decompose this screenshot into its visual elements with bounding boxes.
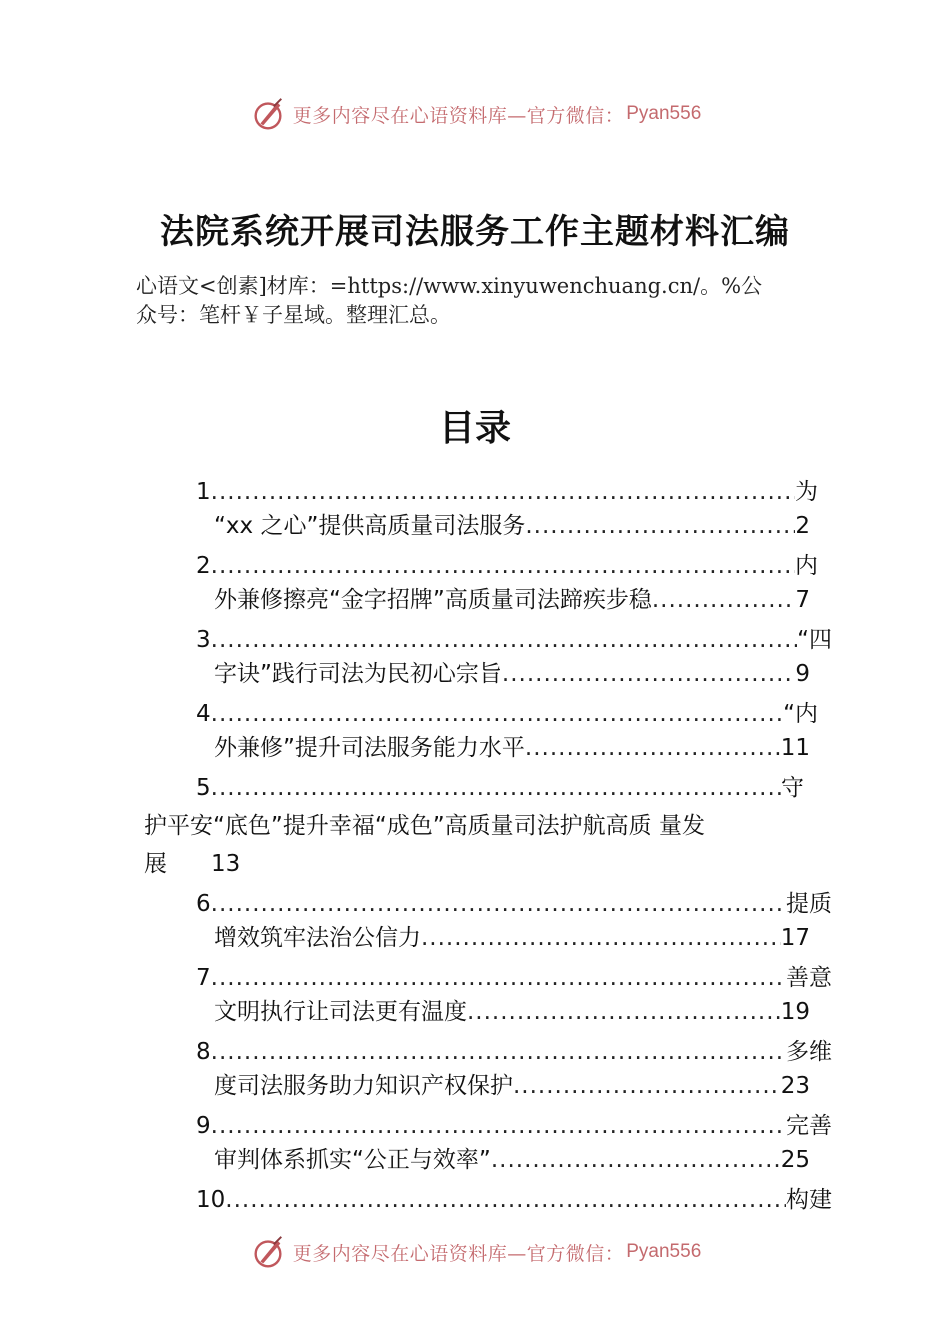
toc-entry-number: 8 xyxy=(196,1039,211,1065)
toc-leader-dots xyxy=(491,1144,781,1176)
toc-entry-number: 3 xyxy=(196,627,211,653)
toc-entry-page: 23 xyxy=(780,1073,810,1099)
toc-entry-6-line-2[interactable] xyxy=(214,922,810,954)
quill-logo-icon xyxy=(249,1233,287,1271)
toc-entry-text: 增效筑牢法治公信力 xyxy=(214,925,421,951)
footer-watermark-banner xyxy=(0,1232,950,1272)
toc-entry-head: 提质 xyxy=(786,891,832,917)
toc-entry-text: 审判体系抓实“公正与效率” xyxy=(214,1147,491,1173)
toc-entry-head: 善意 xyxy=(786,965,832,991)
toc-entry-page: 2 xyxy=(795,513,810,539)
toc-entry-5-line-3[interactable] xyxy=(144,848,240,880)
toc-leader-dots xyxy=(513,1070,781,1102)
toc-leader-dots xyxy=(211,888,786,920)
toc-entry-head: 构建 xyxy=(786,1187,832,1213)
toc-leader-dots xyxy=(652,584,796,616)
toc-entry-head: “四 xyxy=(797,627,832,653)
toc-entry-number: 10 xyxy=(196,1187,226,1213)
toc-entry-8-line-1[interactable] xyxy=(196,1036,832,1068)
toc-entry-9-line-1[interactable] xyxy=(196,1110,832,1142)
toc-entry-text: 外兼修擦亮“金字招牌”高质量司法蹄疾步稳 xyxy=(214,587,652,613)
toc-entry-page: 9 xyxy=(795,661,810,687)
toc-entry-page: 11 xyxy=(780,735,810,761)
toc-entry-page: 13 xyxy=(211,851,241,877)
toc-entry-4-line-2[interactable] xyxy=(214,732,810,764)
toc-entry-text: 外兼修”提升司法服务能力水平 xyxy=(214,735,525,761)
toc-entry-text: 度司法服务助力知识产权保护 xyxy=(214,1073,513,1099)
toc-entry-text: 字诀”践行司法为民初心宗旨 xyxy=(214,661,502,687)
toc-entry-2-line-1[interactable] xyxy=(196,550,818,582)
source-line-2: 众号：笔杆￥子星域。整理汇总。 xyxy=(136,303,451,327)
source-info xyxy=(136,272,836,330)
toc-entry-head: 内 xyxy=(795,553,818,579)
document-title: 法院系统开展司法服务工作主题材料汇编 xyxy=(160,212,790,252)
toc-entry-head: 多维 xyxy=(786,1039,832,1065)
toc-leader-dots xyxy=(525,732,781,764)
toc-entry-number: 5 xyxy=(196,775,211,801)
toc-entry-number: 6 xyxy=(196,891,211,917)
toc-entry-page: 7 xyxy=(795,587,810,613)
toc-entry-head: 为 xyxy=(795,479,818,505)
toc-entry-page: 25 xyxy=(780,1147,810,1173)
toc-heading: 目录 xyxy=(438,407,511,449)
toc-entry-4-line-1[interactable] xyxy=(196,698,818,730)
quill-logo-icon xyxy=(249,95,287,133)
toc-leader-dots xyxy=(421,922,781,954)
toc-entry-head: “内 xyxy=(783,701,818,727)
toc-leader-dots xyxy=(211,624,797,656)
toc-entry-head: 守 xyxy=(781,775,804,801)
toc-leader-dots xyxy=(467,996,781,1028)
toc-entry-8-line-2[interactable] xyxy=(214,1070,810,1102)
toc-leader-dots xyxy=(211,962,786,994)
toc-entry-3-line-2[interactable] xyxy=(214,658,810,690)
banner-text: 更多内容尽在心语资料库—官方微信： xyxy=(292,104,625,127)
toc-entry-number: 2 xyxy=(196,553,211,579)
toc-entry-1-line-1[interactable] xyxy=(196,476,818,508)
toc-entry-number: 1 xyxy=(196,479,211,505)
banner-wechat-id: Pyan556 xyxy=(626,1241,702,1262)
toc-entry-2-line-2[interactable] xyxy=(214,584,810,616)
toc-leader-dots xyxy=(211,1036,786,1068)
toc-entry-number: 9 xyxy=(196,1113,211,1139)
toc-entry-text: “xx 之心”提供高质量司法服务 xyxy=(214,513,526,539)
toc-entry-7-line-1[interactable] xyxy=(196,962,832,994)
toc-leader-dots xyxy=(211,1110,786,1142)
toc-entry-number: 7 xyxy=(196,965,211,991)
toc-entry-5-line-2[interactable]: 护平安“底色”提升幸福“成色”高质量司法护航高质 量发 xyxy=(144,813,705,839)
toc-entry-10-line-1[interactable] xyxy=(196,1184,832,1216)
toc-leader-dots xyxy=(502,658,795,690)
toc-leader-dots xyxy=(211,772,781,804)
toc-entry-3-line-1[interactable] xyxy=(196,624,832,656)
banner-text: 更多内容尽在心语资料库—官方微信： xyxy=(292,1242,625,1265)
toc-entry-1-line-2[interactable] xyxy=(214,510,810,542)
toc-entry-page: 19 xyxy=(780,999,810,1025)
toc-entry-6-line-1[interactable] xyxy=(196,888,832,920)
toc-entry-head: 完善 xyxy=(786,1113,832,1139)
toc-entry-9-line-2[interactable] xyxy=(214,1144,810,1176)
banner-wechat-id: Pyan556 xyxy=(626,103,702,124)
toc-leader-dots xyxy=(211,698,783,730)
toc-leader-dots xyxy=(225,1184,786,1216)
toc-entry-5-line-1[interactable] xyxy=(196,772,804,804)
toc-leader-dots xyxy=(211,550,795,582)
toc-entry-text: 展 xyxy=(144,851,167,877)
toc-leader-dots xyxy=(211,476,795,508)
toc-leader-dots xyxy=(525,510,795,542)
toc-entry-page: 17 xyxy=(780,925,810,951)
header-watermark-banner xyxy=(0,94,950,134)
toc-entry-7-line-2[interactable] xyxy=(214,996,810,1028)
toc-entry-number: 4 xyxy=(196,701,211,727)
toc-entry-text: 文明执行让司法更有温度 xyxy=(214,999,467,1025)
source-line-1: 心语文<创素]材库：=https://www.xinyuwenchuang.cn/。%公 xyxy=(136,274,763,298)
